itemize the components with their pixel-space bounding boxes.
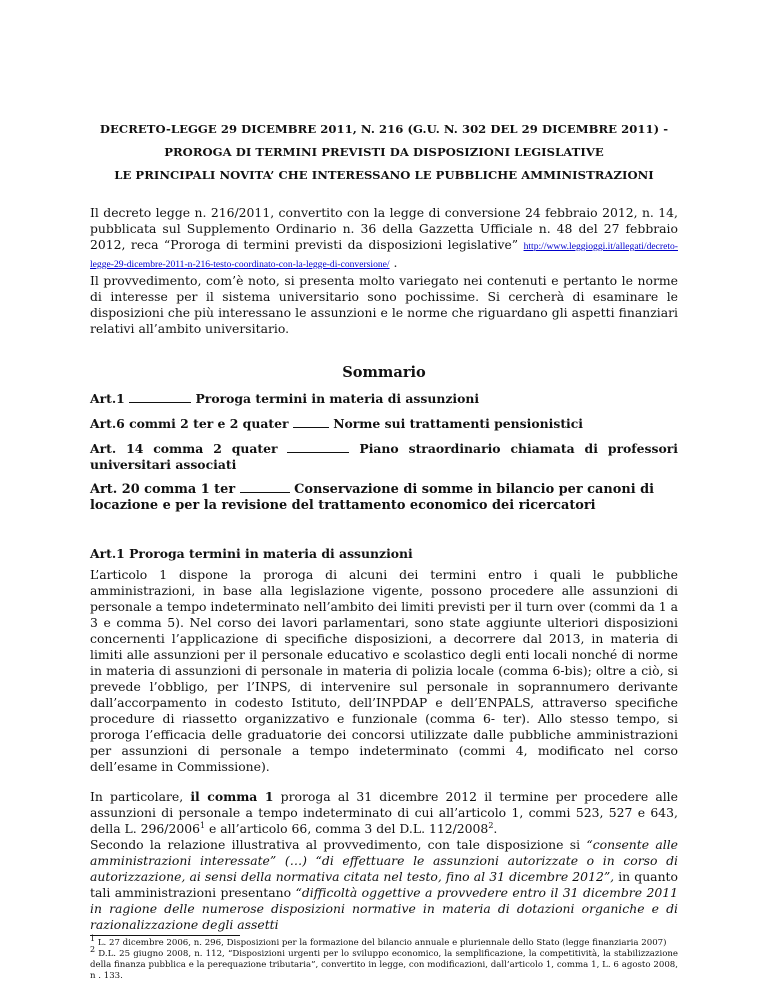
toc-item[interactable] (90, 441, 678, 473)
para3-text-b: in quanto tali amministrazioni presentano (90, 869, 678, 900)
toc-ref: Art. 14 comma 2 quater (90, 441, 278, 456)
document-body (90, 122, 678, 982)
intro-text: Il decreto legge n. 216/2011, convertito con la legge di conversione 24 febbraio 2012, n. 14, pubblicata sul Supplemento Ordinario n. 36 della Gazzetta Ufficiale n. 48 del 27 febbraio 2012, reca “Proroga di termini previsti da disposizioni legislative” (90, 205, 678, 252)
toc-leader (293, 418, 329, 428)
toc-leader (287, 443, 349, 453)
title-line-2: PROROGA DI TERMINI PREVISTI DA DISPOSIZIONI LEGISLATIVE (164, 145, 604, 159)
sommario-heading: Sommario (342, 364, 426, 381)
footnote-text: L. 27 dicembre 2006, n. 296, Disposizioni per la formazione del bilancio annuale e pluriennale dello Stato (legge finanziaria 2007) (95, 938, 667, 948)
toc-text: Proroga termini in materia di assunzioni (195, 391, 480, 406)
source-link[interactable]: http://www.leggioggi.it/allegati/decreto-legge-29-dicembre-2011-n-216-testo-coordinato-con-la-legge-di-conversione/ (90, 241, 678, 270)
toc-item[interactable] (90, 482, 678, 514)
title-line-3: LE PRINCIPALI NOVITA’ CHE INTERESSANO LE PUBBLICHE AMMINISTRAZIONI (114, 168, 654, 182)
intro-paragraph (90, 205, 678, 273)
scope-paragraph: Il provvedimento, com’è noto, si presenta molto variegato nei contenuti e pertanto le norme di interesse per il sistema universitario sono pochissime. Si cercherà di esaminare le disposizioni che più interessano le assunzioni e le norme che riguardano gli aspetti finanziari relativi all’ambito universitario. (90, 273, 678, 336)
title-line-1: DECRETO-LEGGE 29 DICEMBRE 2011, N. 216 (G.U. N. 302 DEL 29 DICEMBRE 2011) - (99, 122, 669, 136)
para2-text-b: proroga al 31 dicembre 2012 il termine per procedere alle assunzioni di personale a tempo indeterminato di cui all’articolo 1, commi 523, 527 e 643, della L. 296/2006 (90, 789, 678, 836)
toc-item[interactable] (90, 391, 678, 407)
footnote-number: 1 (90, 934, 96, 944)
toc-leader (129, 393, 191, 403)
intro-link-after: . (389, 255, 398, 270)
footnote-2 (90, 945, 678, 982)
toc-text: Norme sui trattamenti pensionistici (333, 416, 583, 431)
para3-text-a: Secondo la relazione illustrativa al provvedimento, con tale disposizione si (90, 837, 587, 852)
para2-text-c: e all’articolo 66, comma 3 del D.L. 112/2008 (205, 821, 489, 836)
section-paragraph-3 (90, 837, 678, 933)
toc-item[interactable] (90, 416, 678, 432)
footnote-ref-1[interactable]: 1 (199, 820, 206, 830)
toc-ref: Art. 20 comma 1 ter (90, 482, 236, 497)
para2-text-a: In particolare, (90, 789, 191, 804)
footnote-number: 2 (90, 945, 96, 955)
footnote-1 (90, 934, 678, 949)
footnote-ref-2[interactable]: 2 (488, 820, 494, 830)
para2-bold: il comma 1 (190, 789, 274, 804)
footnote-divider (90, 935, 240, 936)
section-heading: Art.1 Proroga termini in materia di assunzioni (90, 546, 413, 561)
toc-leader (240, 483, 290, 493)
section-paragraph-2 (90, 789, 678, 837)
toc-text: Piano straordinario chiamata di professori universitari associati (90, 441, 678, 472)
toc-text: Conservazione di somme in bilancio per canoni di locazione e per la revisione del trattamento economico dei ricercatori (90, 482, 654, 513)
para3-quote-2: “difficoltà oggettive a provvedere entro il 31 dicembre 2011 in ragione delle numerose disposizioni normative in materia di dotazioni organiche e di razionalizzazione degli assetti (90, 885, 678, 932)
toc-ref: Art.6 commi 2 ter e 2 quater (90, 416, 289, 431)
para3-quote-1: “consente alle amministrazioni interessate” (…) “di effettuare le assunzioni autorizzate o in corso di autorizzazione, ai sensi della normativa citata nel testo, fino al 31 dicembre 2012”, (90, 837, 678, 884)
section-paragraph-1: L’articolo 1 dispone la proroga di alcuni dei termini entro i quali le pubbliche amministrazioni, in base alla legislazione vigente, possono procedere alle assunzioni di personale a tempo indeterminato nell’ambito dei limiti previsti per il turn over (commi da 1 a 3 e comma 5). Nel corso dei lavori parlamentari, sono state aggiunte ulteriori disposizioni concernenti l’applicazione di specifiche disposizioni, a decorrere dal 2013, in materia di limiti alle assunzioni per il personale educativo e scolastico degli enti locali nonché di norme in materia di assunzioni di personale in materia di polizia locale (comma 6-bis); oltre a ciò, si prevede l’obbligo, per l’INPS, di intervenire sul personale in soprannumero derivante dall’accorpamento in codesto Istituto, dell’INPDAP e dell’ENPALS, attraverso specifiche procedure di riassetto organizzativo e funzionale (comma 6- ter). Allo stesso tempo, si proroga l’efficacia delle graduatorie dei concorsi utilizzate dalle pubbliche amministrazioni per assunzioni di personale a tempo indeterminato (commi 4, modificato nel corso dell’esame in Commissione). (90, 567, 678, 774)
toc-ref: Art.1 (90, 391, 125, 406)
para2-text-d: . (493, 821, 498, 836)
footnote-text: D.L. 25 giugno 2008, n. 112, “Disposizioni urgenti per lo sviluppo economico, la semplificazione, la competitività, la stabilizzazione della finanza pubblica e la perequazione tributaria”, convertito in legge, con modificazioni, dall’articolo 1, comma 1, L. 6 agosto 2008, n . 133. (90, 949, 678, 981)
